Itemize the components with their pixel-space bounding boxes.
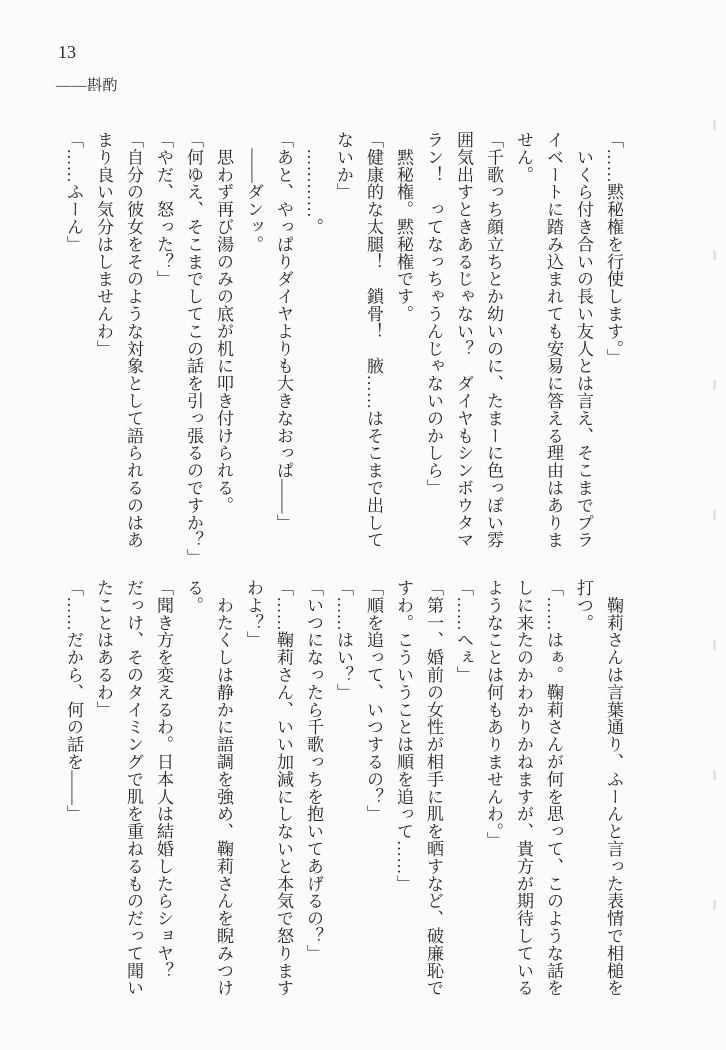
running-header: ――斟酌 xyxy=(56,78,119,94)
text-line: 「自分の彼女をそのような対象として語られるのはあ xyxy=(124,131,143,549)
text-line: だっけ、そのタイミングで肌を重ねるものだって聞い xyxy=(124,579,143,997)
text-line: わたくしは静かに語調を強め、鞠莉さんを睨みつけ xyxy=(214,579,233,997)
text-line: すわ。こういうことは順を追って……」 xyxy=(394,579,413,893)
text-line: 「健康的な太腿！ 鎖骨！ 腋……はそこまで出して xyxy=(364,131,383,549)
text-line: 打つ。 xyxy=(574,579,593,632)
text-line: 「……はい？」 xyxy=(334,579,353,701)
text-line: 「第一、婚前の女性が相手に肌を晒すなど、破廉恥で xyxy=(424,579,443,997)
text-line: 「……ふーん」 xyxy=(64,131,83,253)
text-line: 「……へぇ」 xyxy=(454,579,473,684)
text-line: 「……はぁ。鞠莉さんが何を思って、このような話を xyxy=(544,579,563,997)
text-line: ラン！ ってなっちゃうんじゃないのかしら」 xyxy=(424,131,443,497)
text-line: 鞠莉さんは言葉通り、ふーんと言った表情で相槌を xyxy=(604,579,623,997)
text-line: る。 xyxy=(184,579,203,614)
text-line: 「あと、やっぱりダイヤよりも大きなおっぱ――」 xyxy=(274,131,293,532)
text-line: …………。 xyxy=(304,131,323,236)
text-line: イベートに踏み込まれても安易に答える理由はありま xyxy=(544,131,563,549)
text-line: まり良い気分はしませんわ」 xyxy=(94,131,113,358)
text-line: 囲気出すときあるじゃない？ ダイヤもシンボウタマ xyxy=(454,131,473,549)
page-number: 13 xyxy=(58,42,76,62)
text-line: しに来たのかわかりかねますが、貴方が期待している xyxy=(514,579,533,997)
text-line: 「順を追って、いつするの？」 xyxy=(364,579,383,823)
text-line: 思わず再び湯のみの底が机に叩き付けられる。 xyxy=(214,131,233,514)
text-block-top xyxy=(58,131,628,569)
text-line: たことはあるわ」 xyxy=(94,579,113,719)
text-line: 「いつになったら千歌っちを抱いてあげるの？」 xyxy=(304,579,323,962)
scan-artifacts xyxy=(713,120,716,990)
text-line: 「……黙秘権を行使します。」 xyxy=(604,131,623,367)
text-line: ――ダンッ。 xyxy=(244,131,263,253)
text-line: 「……鞠莉さん、いい加減にしないと本気で怒ります xyxy=(274,579,293,997)
text-line: わよ？」 xyxy=(244,579,263,649)
text-line: 黙秘権。黙秘権です。 xyxy=(394,131,413,323)
text-block-bottom xyxy=(58,579,628,1017)
text-line: 「……だから、何の話を――」 xyxy=(64,579,83,823)
text-line: 「やだ、怒った？」 xyxy=(154,131,173,288)
text-line: ようなことは何もありませんわ。」 xyxy=(484,579,503,849)
text-line: 「聞き方を変えるわ。日本人は結婚したらショヤ？ xyxy=(154,579,173,980)
text-line: ないか」 xyxy=(334,131,353,201)
text-line: 「何ゆえ、そこまでしてこの話を引っ張るのですか？」 xyxy=(184,131,203,566)
text-line: せん。 xyxy=(514,131,533,184)
text-line: いくら付き合いの長い友人とは言え、そこまでプラ xyxy=(574,131,593,549)
text-line: 「千歌っち顔立ちとか幼いのに、たまーに色っぽい雰 xyxy=(484,131,503,549)
